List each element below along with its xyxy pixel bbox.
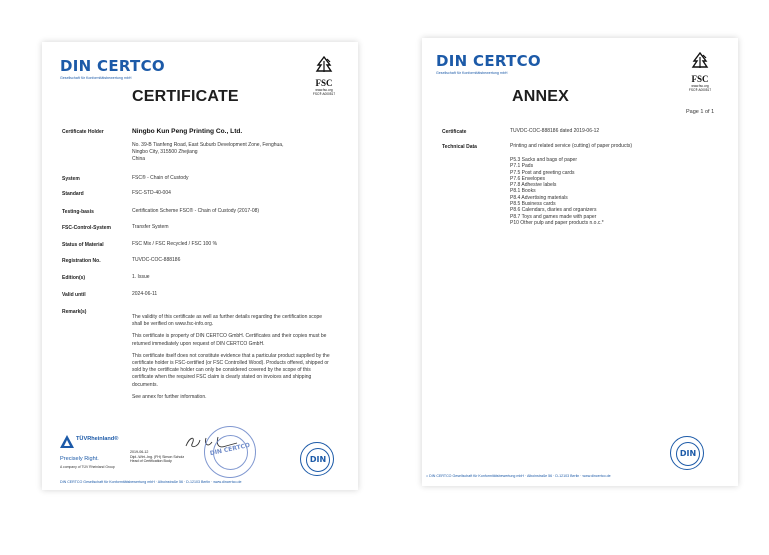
certificate-page: [42, 42, 358, 490]
certificate-remarks: [132, 314, 332, 406]
remark-paragraph: This certificate is property of DIN CERTCO GmbH. Certificates and their copies must be returned immediately upon request of DIN CERTCO GmbH.: [132, 333, 327, 347]
field-value-line: China: [132, 156, 146, 163]
field-value: [132, 175, 337, 182]
product-item: P7.5 Post and greeting cards: [510, 169, 575, 176]
tuv-name: TÜVRheinland®: [76, 436, 119, 442]
signature-date: 2019-06-12: [130, 450, 149, 454]
fsc-tree-mini-icon: ⌂: [426, 474, 429, 478]
field-value: [132, 291, 337, 298]
field-value-line: Transfer System: [132, 224, 169, 230]
din-certco-logo-subtitle: Gesellschaft für Konformitätsbewertung mbH: [60, 76, 132, 80]
field-label: Edition(s): [62, 275, 86, 281]
remark-paragraph: This certificate itself does not constitute evidence that a particular product supplied by the certificate holder is FSC-certified (or FSC Controlled Wood). Products offered, shipped or sold by the certificate holder can only be considered covered by the scope of this certificate when the required FSC claim is clearly stated on invoices and shipping documents.: [132, 352, 330, 388]
fsc-tree-icon: [314, 56, 334, 73]
annex-footer: [426, 474, 611, 478]
annex-title: ANNEX: [512, 88, 570, 105]
certificate-footer: DIN CERTCO Gesellschaft für Konformitätsbewertung mbH · Alboinstraße 56 · D-12103 Berlin · www.dincertco.de: [60, 480, 242, 484]
field-value-line: FSC Mix / FSC Recycled / FSC 100 %: [132, 241, 218, 247]
product-item: P5.3 Sacks and bags of paper: [510, 157, 577, 163]
fsc-logo-text: FSC: [315, 78, 333, 88]
annex-technical-label: Technical Data: [442, 144, 477, 150]
field-label: Testing-basis: [62, 209, 94, 215]
field-label: Standard: [62, 191, 84, 197]
field-value-line: TUVDC-COC-888186: [132, 257, 181, 263]
din-certco-logo-text: DIN CERTCO: [436, 52, 541, 70]
product-item: P8.6 Calendars, diaries and organizers: [510, 207, 597, 214]
stamp-text: DIN CERTCO: [209, 441, 251, 458]
tuv-company: A company of TÜV Rheinland Group: [60, 465, 115, 469]
field-label: System: [62, 176, 80, 182]
field-value: [132, 142, 337, 164]
din-certco-logo: [60, 59, 165, 80]
annex-technical-value: Printing and related service (cutting) of paper products): [510, 143, 633, 149]
annex-certificate-label: Certificate: [442, 129, 467, 135]
product-item: P8.5 Business cards: [510, 201, 556, 208]
remark-paragraph: The validity of this certificate as well as further details regarding the certification scope shall be verified on www.fsc-info.org.: [132, 314, 323, 328]
field-value-line: Ningbo City, 315500 Zhejiang: [132, 149, 198, 156]
product-item: P8.7 Toys and games made with paper: [510, 213, 597, 220]
product-item: P7.8 Adhesive labels: [510, 182, 557, 189]
field-value: [132, 190, 337, 197]
field-label: Status of Material: [62, 242, 104, 248]
din-seal-icon: DIN: [670, 436, 704, 470]
remark-paragraph: See annex for further information.: [132, 393, 207, 400]
fsc-logo-text: FSC: [691, 74, 709, 84]
annex-page-number: Page 1 of 1: [686, 109, 715, 115]
din-certco-logo-subtitle: Gesellschaft für Konformitätsbewertung mbH: [436, 71, 508, 75]
tuv-tagline: Precisely Right.: [60, 456, 99, 462]
tuv-rheinland-logo: [60, 436, 118, 469]
field-label: Remark(s): [62, 309, 87, 315]
product-item: P8.4 Advertising materials: [510, 194, 568, 201]
field-label: FSC-Control-System: [62, 225, 111, 231]
signature-block: [130, 450, 184, 464]
official-stamp: [204, 426, 256, 478]
fsc-logo: [682, 52, 718, 92]
field-value-line: 1. Issue: [132, 274, 150, 280]
signature-role: Head of Certification Body: [130, 459, 172, 464]
fsc-logo: [306, 56, 342, 96]
din-certco-logo: [436, 54, 541, 75]
din-certco-logo-text: DIN CERTCO: [60, 57, 165, 75]
product-item: P10 Other pulp and paper products n.o.c.*: [510, 219, 604, 226]
field-value: [132, 224, 337, 231]
field-value-line: FSC-STD-40-004: [132, 190, 171, 196]
annex-product-list: [510, 157, 604, 226]
field-label: Registration No.: [62, 258, 101, 264]
field-value: [132, 257, 337, 264]
product-item: P7.1 Pads: [510, 163, 534, 170]
field-value-line: FSC® - Chain of Custody: [132, 175, 189, 181]
annex-certificate-value: TUVDC-COC-888186 dated 2019-06-12: [510, 128, 600, 134]
certificate-title: CERTIFICATE: [132, 88, 239, 105]
tuv-triangle-icon: [60, 435, 74, 448]
field-label: Valid until: [62, 292, 86, 298]
field-value: [132, 208, 337, 215]
din-seal-icon: DIN: [300, 442, 334, 476]
annex-page: [422, 38, 738, 486]
product-item: P8.1 Books: [510, 188, 536, 195]
field-value: [132, 274, 337, 281]
product-item: P7.6 Envelopes: [510, 175, 546, 182]
signature-name: Dipl.-Wirt.-Ing. (FH) Simon Scholz: [130, 454, 185, 459]
fsc-logo-code: FSC® A000517: [688, 88, 712, 92]
fsc-logo-site: www.fsc.org: [691, 84, 709, 88]
field-value-line: Ningbo Kun Peng Printing Co., Ltd.: [132, 128, 243, 135]
field-label: Certificate Holder: [62, 129, 104, 135]
field-value-line: Certification Scheme FSC® - Chain of Custody (2017-08): [132, 208, 260, 214]
fsc-logo-site: www.fsc.org: [315, 88, 333, 92]
field-value: [132, 241, 337, 248]
field-value: [132, 128, 337, 135]
fsc-logo-code: FSC® A000517: [312, 92, 336, 96]
field-value-line: 2024-06-11: [132, 291, 158, 297]
annex-footer-text: DIN CERTCO Gesellschaft für Konformitätsbewertung mbH · Alboinstraße 56 · D-12103 Berlin · www.dincertco.de: [429, 474, 611, 478]
fsc-tree-icon: [690, 52, 710, 69]
field-value-line: No. 39-B Tianfeng Road, East Suburb Development Zone, Fenghua,: [132, 142, 284, 148]
